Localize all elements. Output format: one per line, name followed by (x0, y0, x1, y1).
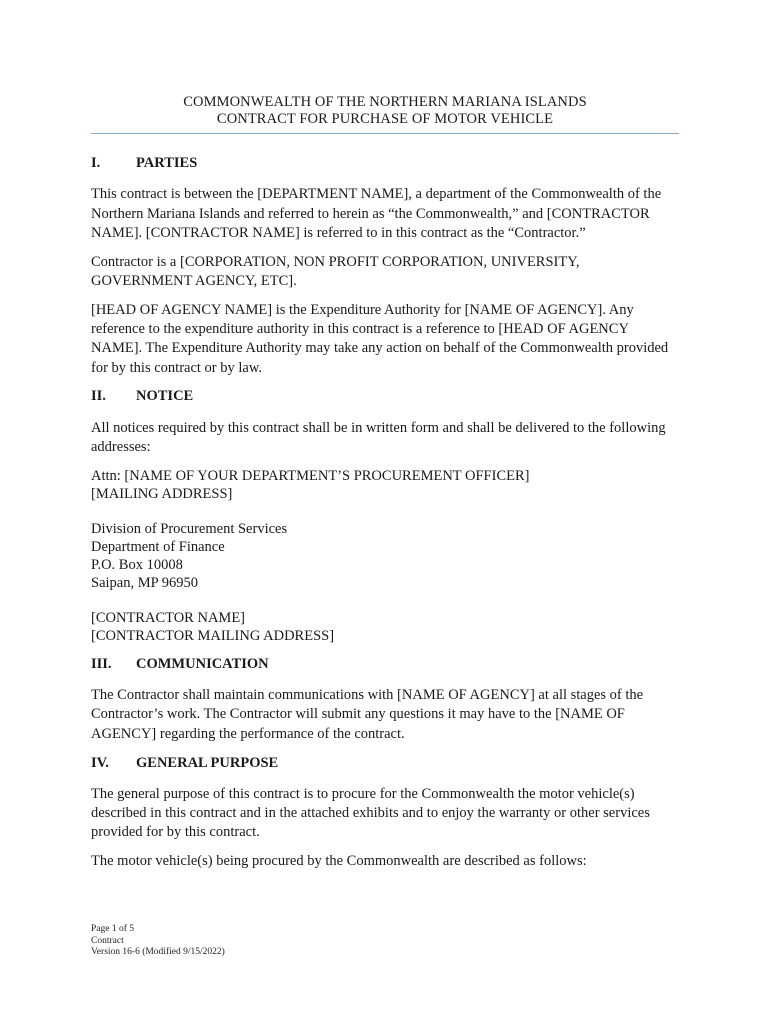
document-title (91, 94, 679, 128)
address-line: [CONTRACTOR NAME] (91, 609, 245, 626)
section-title: COMMUNICATION (136, 655, 269, 672)
section-title: PARTIES (136, 155, 198, 171)
parties-paragraph-1: This contract is between the [DEPARTMENT NAME], a department of the Commonwealth of the Northern Mariana Islands and referred to herein as “the Commonwealth,” and [CONTRACTOR NAME]. [CONTRACTOR NAME] is referred to in this contract as the “Contractor.” (91, 186, 662, 241)
section-number: I. (91, 155, 101, 171)
page-number: Page 1 of 5 (91, 924, 135, 934)
version-info: Version 16-6 (Modified 9/15/2022) (91, 947, 225, 957)
section-heading-communication (91, 655, 681, 674)
address-line: [MAILING ADDRESS] (91, 485, 233, 502)
section-heading-general-purpose (91, 754, 681, 773)
address-block-procurement (91, 520, 681, 592)
title-divider (91, 133, 679, 134)
address-line: Attn: [NAME OF YOUR DEPARTMENT’S PROCUREMENT OFFICER] (91, 467, 530, 484)
parties-paragraph-2: Contractor is a [CORPORATION, NON PROFIT CORPORATION, UNIVERSITY, GOVERNMENT AGENCY, ETC]. (91, 253, 580, 289)
title-line-2: CONTRACT FOR PURCHASE OF MOTOR VEHICLE (216, 111, 554, 127)
address-line: [CONTRACTOR MAILING ADDRESS] (91, 627, 335, 644)
section-number: III. (91, 655, 112, 672)
document-body (91, 154, 681, 881)
section-title: GENERAL PURPOSE (136, 754, 279, 771)
page-footer (91, 924, 225, 959)
parties-paragraph-3: [HEAD OF AGENCY NAME] is the Expenditure Authority for [NAME OF AGENCY]. Any reference to the expenditure authority in this contract is a reference to [HEAD OF AGENCY NAME]. The Expenditure Authority may take any action on behalf of the Commonwealth provided for by this contract or by law. (91, 301, 669, 376)
general-purpose-paragraph-2: The motor vehicle(s) being procured by the Commonwealth are described as follows: (91, 853, 587, 870)
document-type: Contract (91, 935, 124, 946)
general-purpose-paragraph-1: The general purpose of this contract is to procure for the Commonwealth the motor vehicle(s) described in this contract and in the attached exhibits and to enjoy the warranty or other services provided for by this contract. (91, 785, 650, 841)
notice-paragraph-1: All notices required by this contract shall be in written form and shall be delivered to the following addresses: (91, 419, 666, 456)
section-number: II. (91, 388, 106, 405)
address-line: P.O. Box 10008 (91, 556, 183, 573)
section-heading-notice (91, 387, 681, 406)
address-line: Saipan, MP 96950 (91, 574, 199, 591)
section-number: IV. (91, 754, 109, 771)
address-block-department (91, 467, 681, 503)
title-line-1: COMMONWEALTH OF THE NORTHERN MARIANA ISLANDS (183, 94, 587, 110)
communication-paragraph-1: The Contractor shall maintain communications with [NAME OF AGENCY] at all stages of the Contractor’s work. The Contractor will submit any questions it may have to the [NAME OF AGENCY] regarding the performance of the contract. (91, 687, 644, 742)
section-heading-parties (91, 154, 681, 173)
address-block-contractor (91, 609, 681, 645)
section-title: NOTICE (136, 388, 194, 405)
address-line: Department of Finance (91, 538, 225, 555)
address-line: Division of Procurement Services (91, 520, 288, 537)
